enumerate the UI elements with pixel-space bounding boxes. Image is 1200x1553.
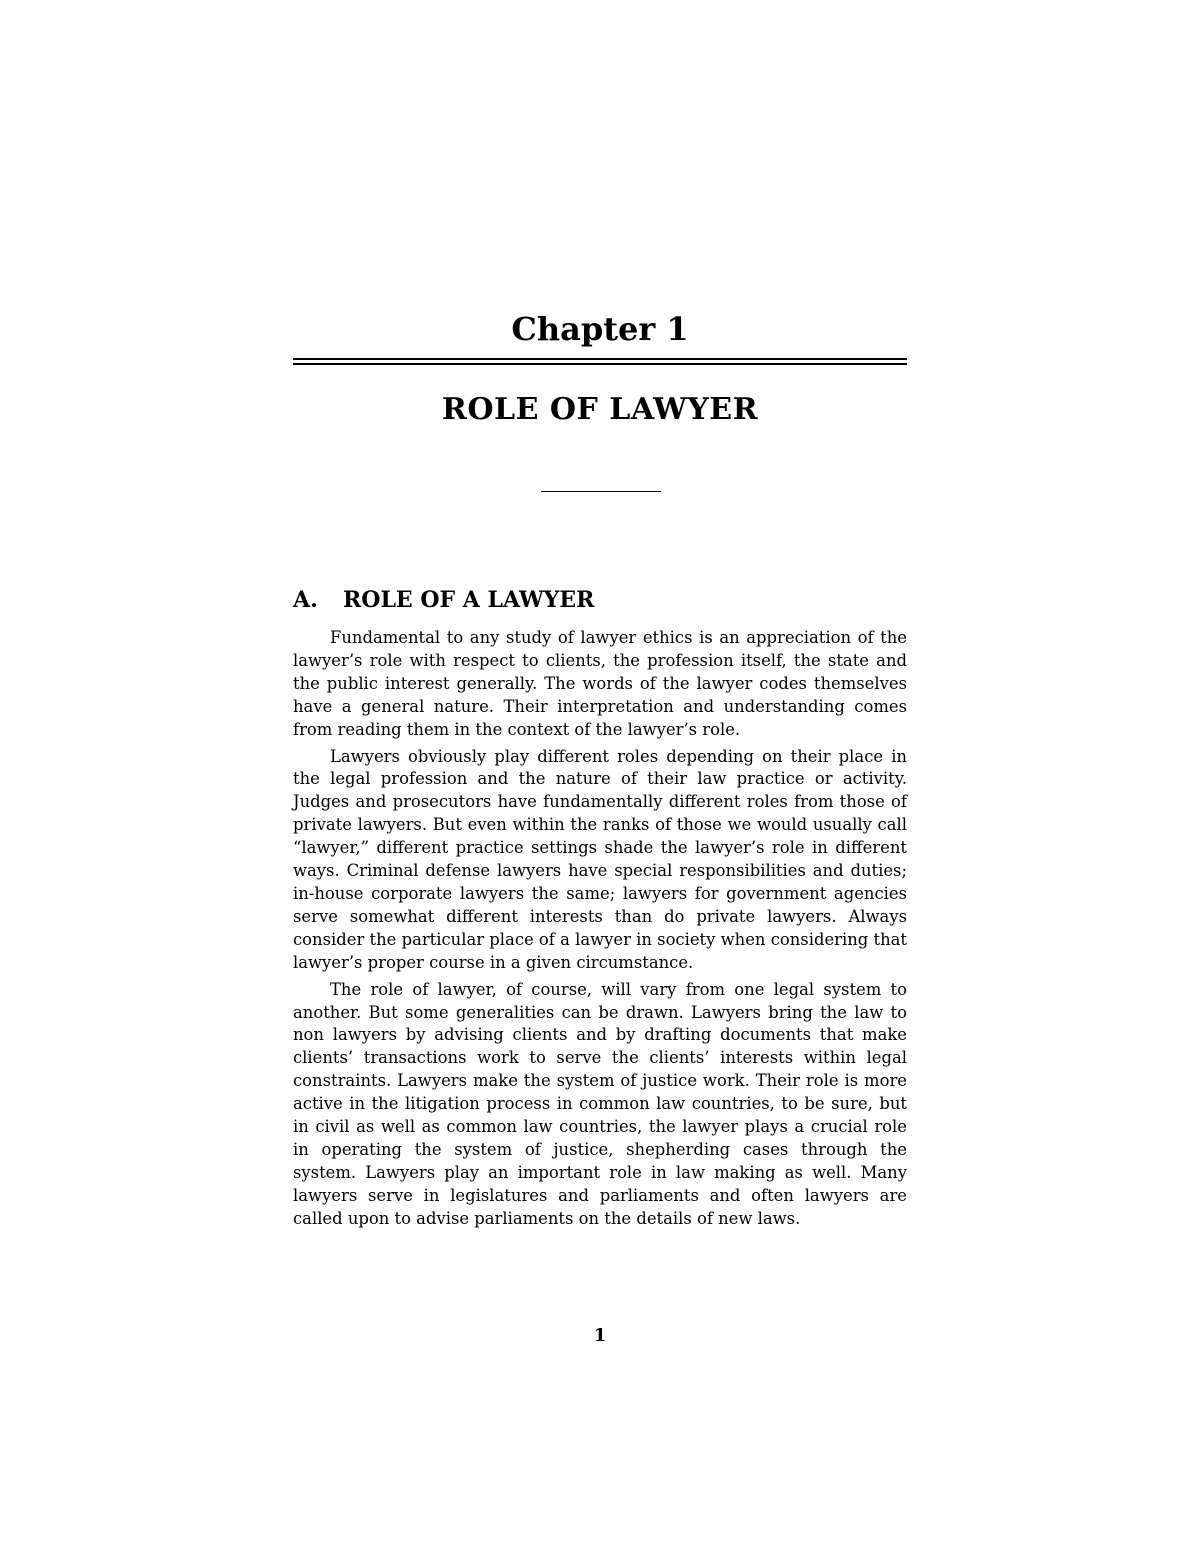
- paragraph-1: Fundamental to any study of lawyer ethics is an appreciation of the lawyer’s role with respect to clients, the profession itself, the state and the public interest generally. The words of the lawyer codes themselves have a general nature. Their interpretation and understanding comes from reading them in the context of the lawyer’s role.: [293, 628, 907, 739]
- page-number: 1: [593, 1325, 607, 1346]
- paragraph-2: Lawyers obviously play different roles depending on their place in the legal profession and the nature of their law practice or activity. Judges and prosecutors have fundamentally different roles from those of private lawyers. But even within the ranks of those we would usually call “lawyer,” different practice settings shade the lawyer’s role in different ways. Criminal defense lawyers have special responsibilities and duties; in-house corporate lawyers the same; lawyers for government agencies serve somewhat different interests than do private lawyers. Always consider the particular place of a lawyer in society when considering that lawyer’s proper course in a given circumstance.: [293, 746, 907, 972]
- section-heading-text: ROLE OF A LAWYER: [343, 587, 595, 613]
- page-content: [293, 0, 907, 1553]
- section-heading: [293, 585, 907, 615]
- paragraph-3: The role of lawyer, of course, will vary from one legal system to another. But some generalities can be drawn. Lawyers bring the law to non lawyers by advising clients and by drafting documents that make clients’ transactions work to serve the clients’ interests within legal constraints. Lawyers make the system of justice work. Their role is more active in the litigation process in common law countries, to be sure, but in civil as well as common law countries, the lawyer plays a crucial role in operating the system of justice, shepherding cases through the system. Lawyers play an important role in law making as well. Many lawyers serve in legislatures and parliaments and often lawyers are called upon to advise parliaments on the details of new laws.: [293, 979, 907, 1228]
- chapter-label: Chapter 1: [511, 310, 689, 348]
- chapter-title: ROLE OF LAWYER: [441, 392, 759, 427]
- section-letter: A.: [293, 587, 318, 613]
- title-short-rule: [541, 491, 661, 492]
- chapter-double-rule: [293, 358, 907, 365]
- body-text: [293, 627, 907, 1235]
